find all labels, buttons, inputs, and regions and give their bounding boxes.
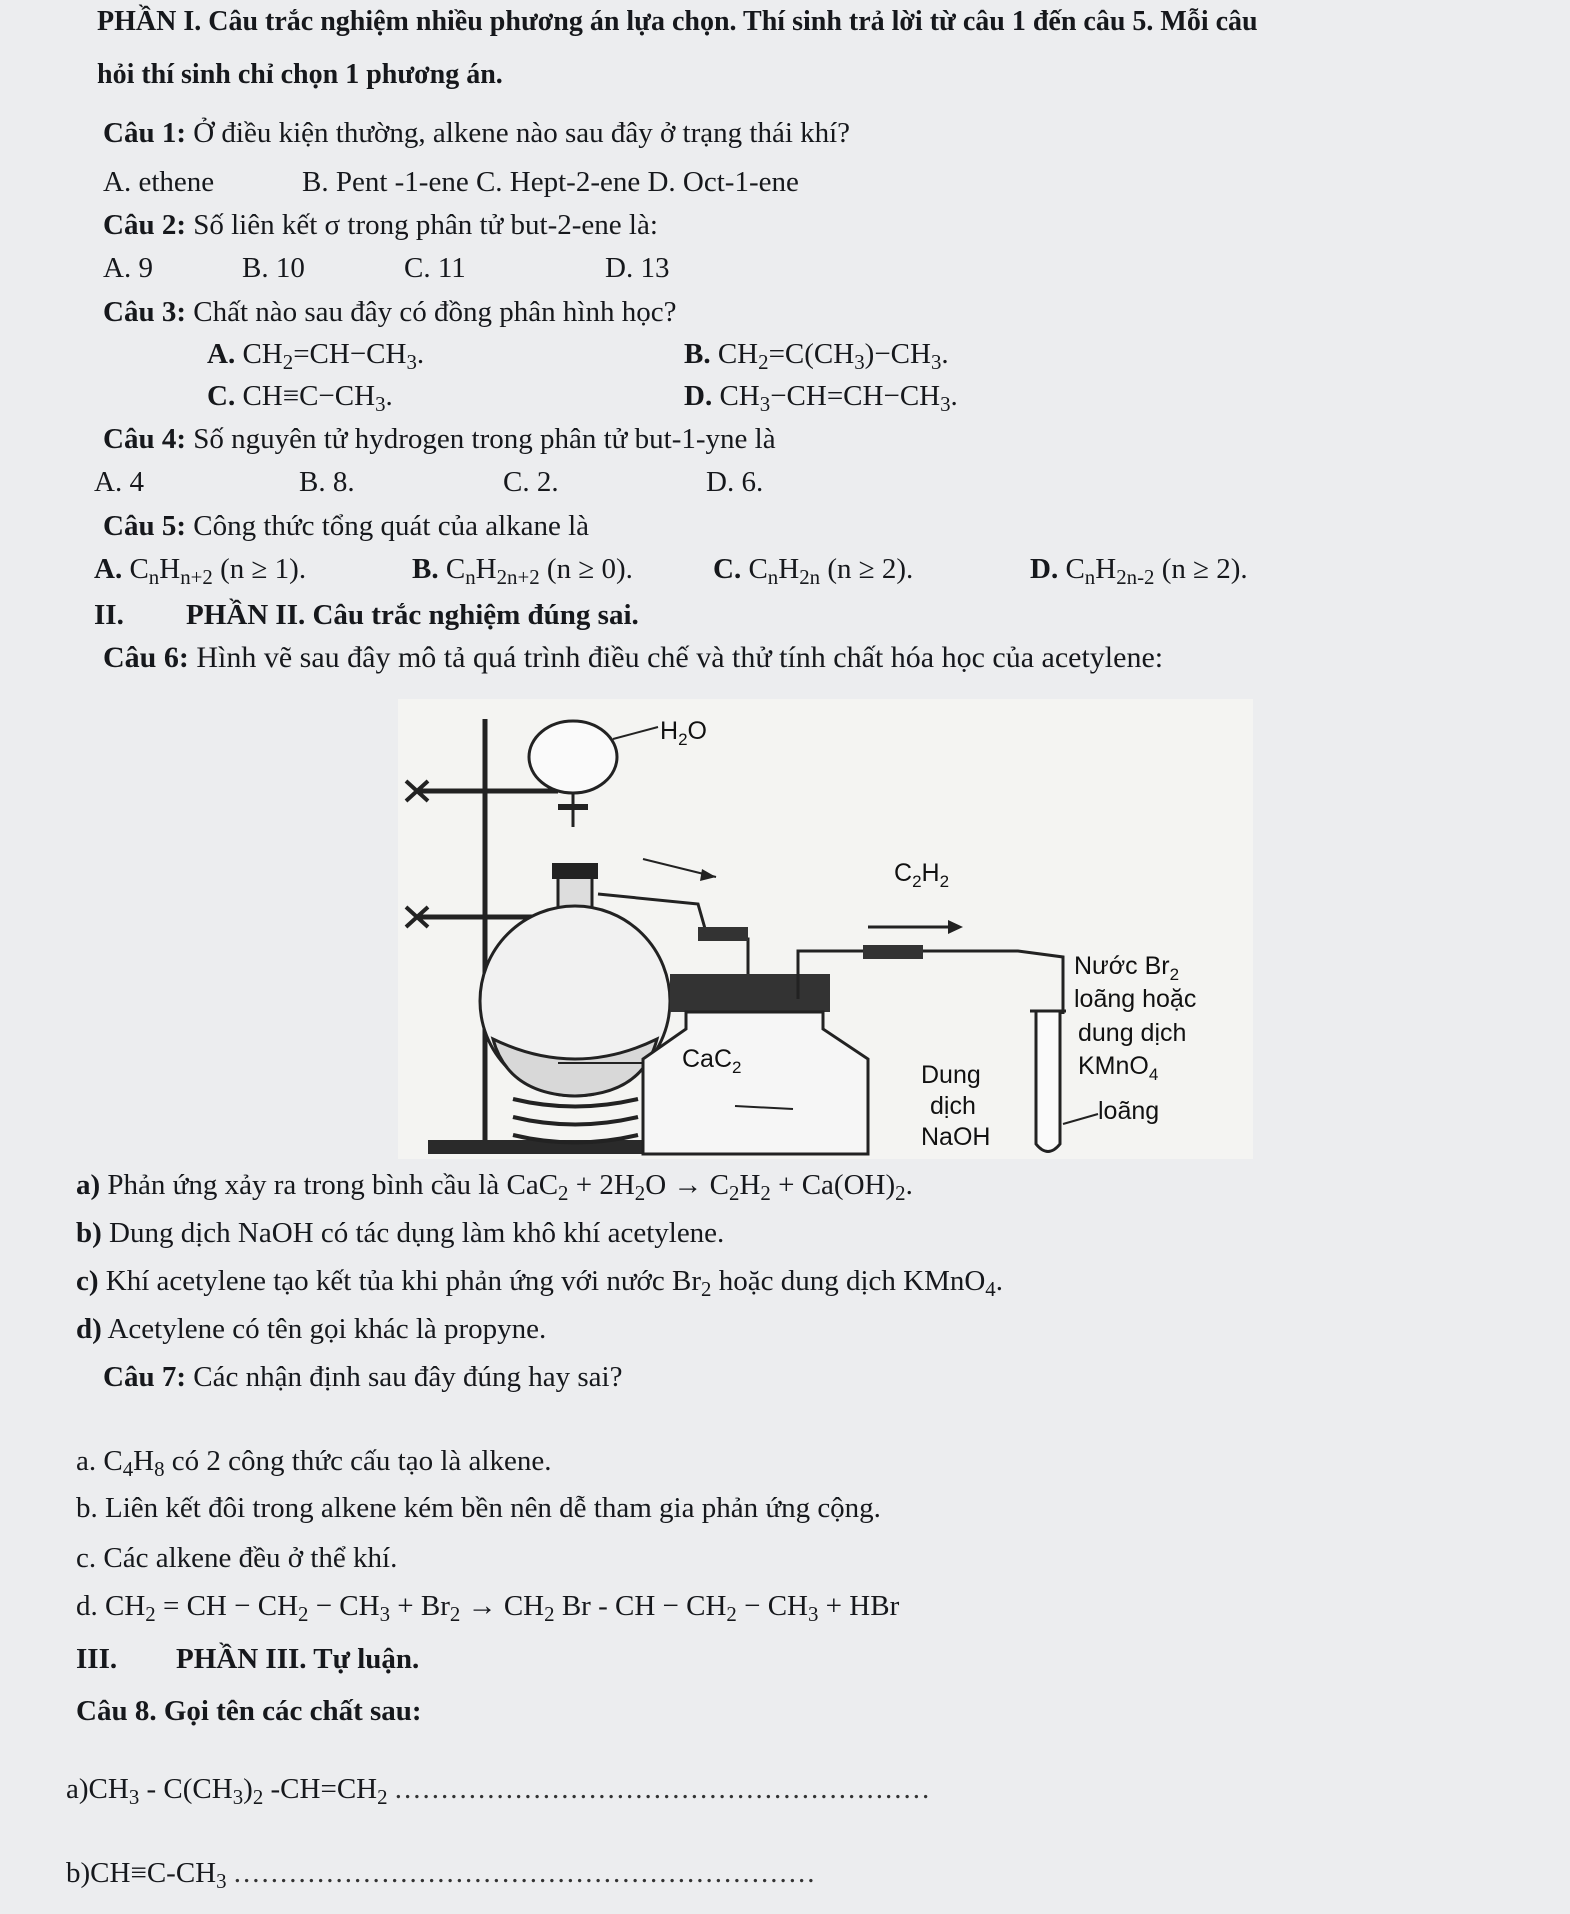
tube-connector-1: [698, 927, 748, 941]
q2-option-a: A. 9: [103, 252, 153, 284]
q6-statement-c: c) Khí acetylene tạo kết tủa khi phản ứng với nước $Br_2$ hoặc dung dịch KMnO$_4$.: [76, 1265, 1003, 1301]
q3-option-c: C. $CH\equiv C-CH_3$.: [207, 380, 393, 416]
q7-statement-c: c. Các alkene đều ở thể khí.: [76, 1542, 398, 1574]
label-h2o: $H_2O$: [660, 717, 707, 749]
flask-stopper: [552, 863, 598, 879]
q5-option-d: D. $C_nH_{2n-2}$ (n ≥ 2).: [1030, 553, 1248, 589]
q3-option-a: A. $CH_2=CH-CH_3$.: [207, 338, 425, 374]
part3-number: III.: [76, 1643, 118, 1675]
q4-option-a: A. 4: [94, 466, 144, 498]
q2-option-b: B. 10: [242, 252, 305, 284]
reagent-pointer: [1063, 1114, 1098, 1124]
q4-option-c: C. 2.: [503, 466, 559, 498]
q8-answer-line-b[interactable]: ...............................................................: [233, 1857, 817, 1889]
wash-bottle-stopper: [670, 974, 830, 1012]
q8-item-a: $a)CH_3 - C(CH_3)_2$ $-CH=CH_2$ ..........................................................: [66, 1773, 932, 1809]
question-5: Câu 5: Công thức tổng quát của alkane là: [103, 510, 590, 542]
heater-coils: [513, 1099, 638, 1143]
q3-option-b: B. $CH_2=C(CH_3)-CH_3$.: [684, 338, 949, 374]
tube-connector-2: [863, 945, 923, 959]
question-3: Câu 3: Chất nào sau đây có đồng phân hình học?: [103, 296, 677, 328]
part2-number: II.: [94, 599, 124, 631]
label-reagent-line3: dung dịch: [1078, 1019, 1187, 1047]
q4-option-d: D. 6.: [706, 466, 764, 498]
q1-option-a: A. ethene: [103, 166, 215, 198]
part1-heading-line1: PHẦN I. Câu trắc nghiệm nhiều phương án lựa chọn. Thí sinh trả lời từ câu 1 đến câu 5. Mỗi câu: [97, 6, 1258, 37]
question-7: Câu 7: Các nhận định sau đây đúng hay sai?: [103, 1361, 623, 1393]
q7-statement-d: d. $CH_2$ = CH − $CH_2 - CH_3 + Br_2 \to CH_2$ Br - CH − $CH_2 - CH_3$ + HBr: [76, 1590, 900, 1626]
q6-statement-b: b) Dung dịch NaOH có tác dụng làm khô khí acetylene.: [76, 1217, 725, 1249]
q4-option-b: B. 8.: [299, 466, 355, 498]
test-tube: [1036, 1011, 1060, 1152]
q7-statement-b: b. Liên kết đôi trong alkene kém bền nên dễ tham gia phản ứng cộng.: [76, 1492, 881, 1524]
label-cac2: CaC$_2$: [682, 1045, 742, 1077]
label-reagent-line5: loãng: [1098, 1097, 1160, 1125]
question-2: Câu 2: Số liên kết σ trong phân tử but-2-ene là:: [103, 209, 658, 241]
question-1: Câu 1: Ở điều kiện thường, alkene nào sau đây ở trạng thái khí?: [103, 117, 851, 149]
part3-heading: PHẦN III. Tự luận.: [176, 1643, 420, 1675]
q1-options-bcd: B. Pent -1-ene C. Hept-2-ene D. Oct-1-ene: [302, 166, 799, 198]
label-naoh-line1: Dung: [921, 1061, 981, 1089]
q5-option-b: B. $C_nH_{2n+2}$ (n ≥ 0).: [412, 553, 633, 589]
q7-statement-a: a. $C_4H_8$ có 2 công thức cấu tạo là alkene.: [76, 1445, 552, 1481]
delivery-tube-2: [798, 951, 1063, 1014]
label-c2h2: $C_2H_2$: [894, 859, 950, 891]
h2o-pointer: [613, 727, 658, 739]
q5-option-c: C. $C_nH_{2n}$ (n ≥ 2).: [713, 553, 914, 589]
acetylene-apparatus-figure: [398, 699, 1253, 1159]
q8-answer-line-a[interactable]: ..........................................................: [394, 1773, 932, 1805]
label-reagent-line2: loãng hoặc: [1074, 985, 1197, 1013]
label-reagent-line4: KMnO$_4$: [1078, 1052, 1159, 1084]
q3-option-d: D. $CH_3-CH=CH-CH_3$.: [684, 380, 958, 416]
question-6: Câu 6: Hình vẽ sau đây mô tả quá trình điều chế và thử tính chất hóa học của acetylene:: [103, 641, 1164, 674]
dropping-funnel: [529, 721, 617, 793]
wash-bottle-naoh: [643, 1012, 868, 1154]
apparatus-drawing: [398, 699, 1253, 1159]
q2-option-c: C. 11: [404, 252, 466, 284]
q6-statement-d: d) Acetylene có tên gọi khác là propyne.: [76, 1313, 547, 1345]
gas-arrowhead-2: [948, 920, 963, 934]
q6-statement-a: a) Phản ứng xảy ra trong bình cầu là $CaC_2 + 2H_2O \to C_2H_2 + Ca(OH)_2$.: [76, 1169, 913, 1205]
gas-arrowhead-1: [700, 869, 716, 881]
q5-option-a: A. $C_nH_{n+2}$ (n ≥ 1).: [94, 553, 307, 589]
part1-heading-line2: hỏi thí sinh chỉ chọn 1 phương án.: [97, 59, 503, 90]
q2-option-d: D. 13: [605, 252, 670, 284]
label-naoh-line3: NaOH: [921, 1123, 991, 1151]
q8-item-b: $b)CH\equiv C-CH_3$ ...............................................................: [66, 1857, 817, 1893]
label-reagent-line1: Nước $Br_2$: [1074, 952, 1180, 984]
question-8: Câu 8. Gọi tên các chất sau:: [76, 1695, 422, 1727]
question-4: Câu 4: Số nguyên tử hydrogen trong phân tử but-1-yne là: [103, 423, 776, 455]
label-naoh-line2: dịch: [930, 1092, 976, 1120]
part2-heading: PHẦN II. Câu trắc nghiệm đúng sai.: [186, 599, 639, 631]
